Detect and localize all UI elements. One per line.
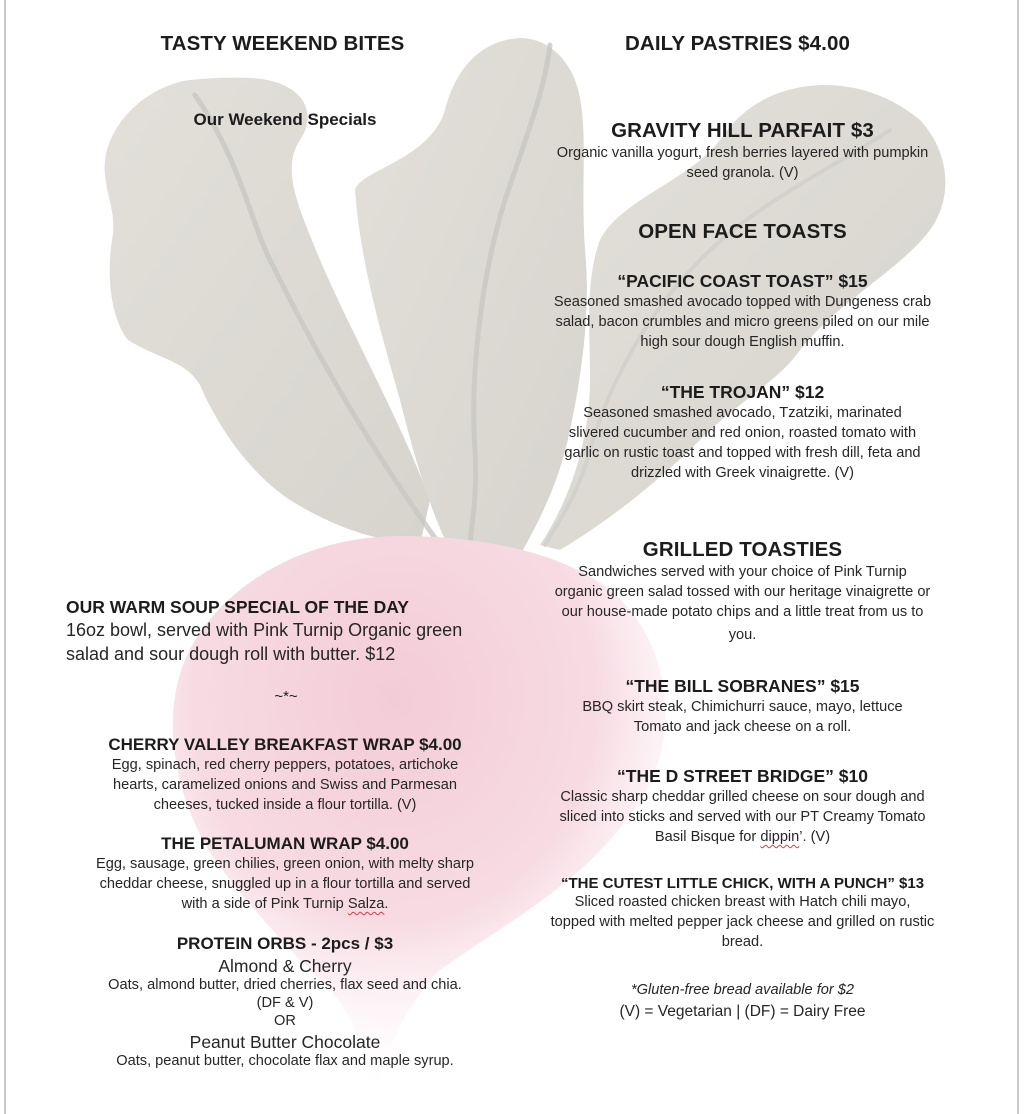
menu-item-desc-line: cheddar cheese, snuggled up in a flour tortilla and served bbox=[99, 876, 471, 892]
menu-item-cherry-valley-wrap bbox=[55, 735, 515, 815]
menu-item-desc-line bbox=[520, 827, 965, 847]
menu-item-desc-line: drizzled with Greek vinaigrette. (V) bbox=[630, 465, 855, 481]
menu-item-desc-line: Classic sharp cheddar grilled cheese on sour dough and bbox=[560, 789, 925, 805]
footnote bbox=[520, 980, 965, 1022]
menu-item-d-street-bridge bbox=[520, 766, 965, 847]
menu-item-parfait bbox=[520, 119, 965, 183]
menu-item-desc-line: bread. bbox=[721, 934, 764, 950]
desc-text: . bbox=[384, 896, 389, 912]
section-divider: ~*~ bbox=[274, 688, 298, 705]
menu-item-title: “THE CUTEST LITTLE CHICK, WITH A PUNCH” $13 bbox=[560, 875, 925, 892]
menu-item-the-trojan bbox=[520, 382, 965, 483]
soup-special-line: 16oz bowl, served with Pink Turnip Organic green bbox=[66, 620, 463, 640]
menu-item-cutest-little-chick bbox=[520, 875, 965, 952]
soup-special-line: salad and sour dough roll with butter. $12 bbox=[66, 644, 396, 664]
section-intro-line: you. bbox=[728, 627, 757, 643]
menu-item-bill-sobranes bbox=[520, 676, 965, 737]
menu-item-desc-line: Seasoned smashed avocado, Tzatziki, marinated bbox=[583, 405, 902, 421]
desc-text: Basil Bisque for bbox=[654, 829, 761, 845]
section-intro-line: Sandwiches served with your choice of Pink Turnip bbox=[578, 564, 907, 580]
menu-item-desc-line: cheeses, tucked inside a flour tortilla. (V) bbox=[153, 797, 417, 813]
menu-item-protein-orbs bbox=[55, 934, 515, 1070]
menu-item-title: “THE TROJAN” $12 bbox=[660, 382, 825, 402]
menu-item-desc-line: high sour dough English muffin. bbox=[640, 334, 845, 350]
flavor-name: Peanut Butter Chocolate bbox=[189, 1032, 381, 1052]
menu-item-desc-line bbox=[55, 894, 515, 914]
soup-special bbox=[66, 597, 526, 666]
menu-item-desc-line: salad, bacon crumbles and micro greens piled on our mile bbox=[555, 314, 930, 330]
spellcheck-flagged-word: Salza bbox=[347, 896, 385, 912]
menu-item-desc-line: seed granola. (V) bbox=[686, 165, 799, 181]
menu-item-title: THE PETALUMAN WRAP $4.00 bbox=[161, 834, 409, 853]
menu-item-title: “PACIFIC COAST TOAST” $15 bbox=[617, 271, 868, 291]
menu-item-desc-line: topped with melted pepper jack cheese and grilled on rustic bbox=[550, 914, 935, 930]
menu-item-desc-line: Tomato and jack cheese on a roll. bbox=[633, 719, 852, 735]
flavor-desc: Oats, peanut butter, chocolate flax and maple syrup. bbox=[116, 1053, 454, 1069]
menu-item-desc-line: slivered cucumber and red onion, roasted tomato with bbox=[568, 425, 917, 441]
daily-pastries-title: DAILY PASTRIES $4.00 bbox=[625, 32, 850, 55]
menu-item-desc-line: garlic on rustic toast and topped with fresh dill, feta and bbox=[564, 445, 921, 461]
menu-item-desc-line: Seasoned smashed avocado topped with Dungeness crab bbox=[553, 294, 932, 310]
grilled-toasties-section bbox=[520, 538, 965, 648]
desc-text: with a side of Pink Turnip bbox=[181, 896, 348, 912]
left-subtitle: Our Weekend Specials bbox=[193, 110, 377, 129]
menu-item-title: PROTEIN ORBS - 2pcs / $3 bbox=[176, 934, 394, 953]
menu-item-pacific-coast-toast bbox=[520, 271, 965, 352]
grilled-toasties-heading: GRILLED TOASTIES bbox=[642, 538, 843, 561]
flavor-tags: (DF & V) bbox=[256, 995, 314, 1011]
menu-item-desc-line: sliced into sticks and served with our PT Creamy Tomato bbox=[559, 809, 926, 825]
menu-item-desc-line: Egg, spinach, red cherry peppers, potatoes, artichoke bbox=[111, 757, 459, 773]
menu-item-title: “THE D STREET BRIDGE” $10 bbox=[617, 766, 868, 786]
menu-item-petaluman-wrap bbox=[55, 834, 515, 914]
menu-item-desc-line: Sliced roasted chicken breast with Hatch chili mayo, bbox=[574, 894, 911, 910]
desc-text: ’. (V) bbox=[799, 829, 831, 845]
or-label: OR bbox=[274, 1013, 296, 1029]
flavor-desc: Oats, almond butter, dried cherries, flax seed and chia. bbox=[108, 977, 462, 993]
menu-item-title: “THE BILL SOBRANES” $15 bbox=[625, 676, 860, 696]
section-intro-line: organic green salad tossed with our heritage vinaigrette or bbox=[554, 584, 931, 600]
dietary-legend: (V) = Vegetarian | (DF) = Dairy Free bbox=[619, 1003, 866, 1020]
menu-item-desc-line: Egg, sausage, green chilies, green onion, with melty sharp bbox=[95, 856, 475, 872]
menu-item-title: CHERRY VALLEY BREAKFAST WRAP $4.00 bbox=[108, 735, 462, 754]
gluten-free-note: *Gluten-free bread available for $2 bbox=[630, 982, 855, 998]
section-intro-line: our house-made potato chips and a little treat from us to bbox=[561, 604, 924, 620]
menu-item-desc-line: Organic vanilla yogurt, fresh berries layered with pumpkin bbox=[556, 145, 929, 161]
menu-item-desc-line: BBQ skirt steak, Chimichurri sauce, mayo, lettuce bbox=[582, 699, 903, 715]
menu-item-desc-line: hearts, caramelized onions and Swiss and Parmesan bbox=[113, 777, 457, 793]
soup-special-title: OUR WARM SOUP SPECIAL OF THE DAY bbox=[66, 597, 409, 617]
menu-item-title: GRAVITY HILL PARFAIT $3 bbox=[611, 119, 874, 142]
left-title: TASTY WEEKEND BITES bbox=[160, 32, 405, 55]
spellcheck-flagged-word: dippin bbox=[760, 829, 800, 845]
open-face-toasts-heading: OPEN FACE TOASTS bbox=[638, 220, 847, 243]
flavor-name: Almond & Cherry bbox=[218, 956, 352, 976]
